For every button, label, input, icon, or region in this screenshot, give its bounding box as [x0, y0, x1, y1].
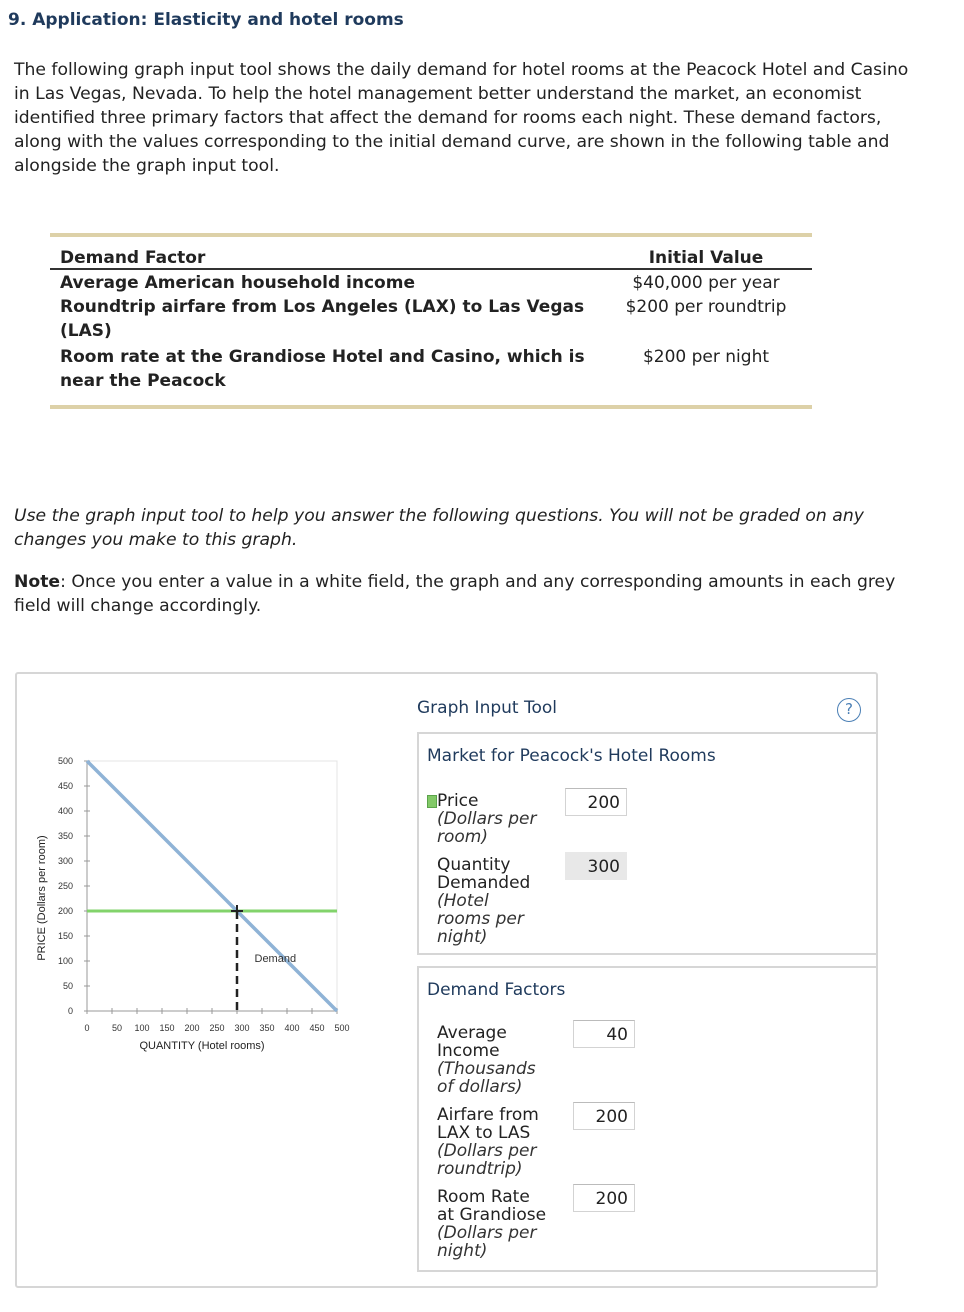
room-rate-label-text: at Grandiose [437, 1205, 547, 1225]
room-rate-unit: (Dollars per [437, 1223, 537, 1243]
header-demand-factor: Demand Factor [50, 235, 600, 269]
value-income: $40,000 per year [632, 273, 780, 293]
demand-line [87, 761, 337, 1011]
demand-factors-title: Demand Factors [427, 980, 566, 1000]
factor-room-rate: Room rate at the Grandiose Hotel and Casino, which is near the Peacock [60, 347, 585, 391]
note-label: Note [14, 572, 61, 592]
intro-paragraph: The following graph input tool shows the daily demand for hotel rooms at the Peacock Hotel and Casino in Las Vegas, Nevada. To help the hotel management better understand the market, an economist identified three primary factors that affect the demand for rooms each night. These demand factors, along with the values corresponding to the initial demand curve, are shown in the following table and alongside the graph input tool. [14, 60, 909, 176]
x-tick-label: 0 [84, 1023, 90, 1033]
note-paragraph [14, 570, 934, 618]
value-airfare: $200 per roundtrip [625, 297, 787, 317]
x-tick-label: 50 [111, 1023, 123, 1033]
quantity-unit: (Hotel [437, 891, 489, 911]
y-tick-label: 150 [57, 931, 73, 941]
table-row [50, 295, 812, 343]
note-text: : Once you enter a value in a white field, the graph and any corresponding amounts in each grey field will change accordingly. [14, 572, 896, 616]
x-tick-label: 150 [159, 1023, 175, 1033]
market-panel [417, 732, 878, 955]
room-rate-label [437, 1188, 546, 1260]
x-tick-label: 350 [259, 1023, 275, 1033]
y-tick-label: 400 [57, 806, 73, 816]
quantity-output: 300 [565, 852, 627, 880]
y-tick-label: 350 [57, 831, 73, 841]
help-icon[interactable]: ? [837, 698, 861, 722]
x-tick-label: 500 [334, 1023, 350, 1033]
instructions: Use the graph input tool to help you answer the following questions. You will not be graded on any changes you make to this graph. [14, 506, 864, 550]
value-room-rate: $200 per night [642, 347, 770, 367]
airfare-label-text: LAX to LAS [437, 1123, 531, 1143]
x-tick-label: 200 [184, 1023, 200, 1033]
x-tick-label: 450 [309, 1023, 325, 1033]
quantity-label-text: Demanded [437, 873, 531, 893]
income-unit: of dollars) [437, 1077, 523, 1097]
y-axis-label: PRICE (Dollars per room) [36, 835, 48, 961]
room-rate-input[interactable]: 200 [573, 1184, 635, 1212]
room-rate-unit: night) [437, 1241, 488, 1261]
airfare-unit: roundtrip) [437, 1159, 523, 1179]
y-tick-label: 250 [57, 881, 73, 891]
table-row [50, 343, 812, 407]
airfare-unit: (Dollars per [437, 1141, 537, 1161]
y-tick-label: 50 [62, 981, 73, 991]
x-axis-label: QUANTITY (Hotel rooms) [139, 1040, 265, 1052]
y-tick-label: 200 [57, 906, 73, 916]
y-tick-label: 450 [57, 781, 73, 791]
demand-factors-panel [417, 966, 878, 1272]
factor-income: Average American household income [60, 273, 415, 293]
x-tick-label: 250 [209, 1023, 225, 1033]
quantity-label-text: Quantity [437, 855, 511, 875]
graph-area [17, 674, 417, 1286]
y-tick-label: 500 [57, 756, 73, 766]
market-panel-title: Market for Peacock's Hotel Rooms [427, 746, 716, 766]
demand-curve-label: Demand [254, 953, 297, 965]
y-tick-label: 300 [57, 856, 73, 866]
factor-airfare: Roundtrip airfare from Los Angeles (LAX) to Las Vegas (LAS) [60, 297, 585, 341]
price-unit: (Dollars per [437, 809, 537, 829]
price-label-text: Price [437, 791, 479, 811]
price-legend-marker [427, 795, 437, 808]
price-label [437, 792, 536, 846]
quantity-unit: night) [437, 927, 488, 947]
tool-title: Graph Input Tool [417, 698, 557, 718]
quantity-label [437, 856, 530, 946]
income-input[interactable]: 40 [573, 1020, 635, 1048]
x-tick-label: 100 [134, 1023, 150, 1033]
x-tick-label: 300 [234, 1023, 250, 1033]
quantity-unit: rooms per [437, 909, 524, 929]
x-tick-label: 400 [284, 1023, 300, 1033]
y-tick-label: 100 [57, 956, 73, 966]
page-title: 9. Application: Elasticity and hotel rooms [8, 10, 404, 30]
header-initial-value: Initial Value [600, 235, 812, 269]
airfare-label-text: Airfare from [437, 1105, 539, 1125]
airfare-input[interactable]: 200 [573, 1102, 635, 1130]
demand-chart [17, 674, 417, 1286]
price-unit: room) [437, 827, 488, 847]
income-label-text: Average [437, 1023, 507, 1043]
room-rate-label-text: Room Rate [437, 1187, 530, 1207]
table-row [50, 269, 812, 295]
airfare-label [437, 1106, 539, 1178]
income-label-text: Income [437, 1041, 500, 1061]
graph-input-tool [15, 672, 878, 1288]
demand-factor-table [50, 233, 812, 409]
income-label [437, 1024, 536, 1096]
price-input[interactable]: 200 [565, 788, 627, 816]
income-unit: (Thousands [437, 1059, 536, 1079]
y-tick-label: 0 [67, 1006, 73, 1016]
